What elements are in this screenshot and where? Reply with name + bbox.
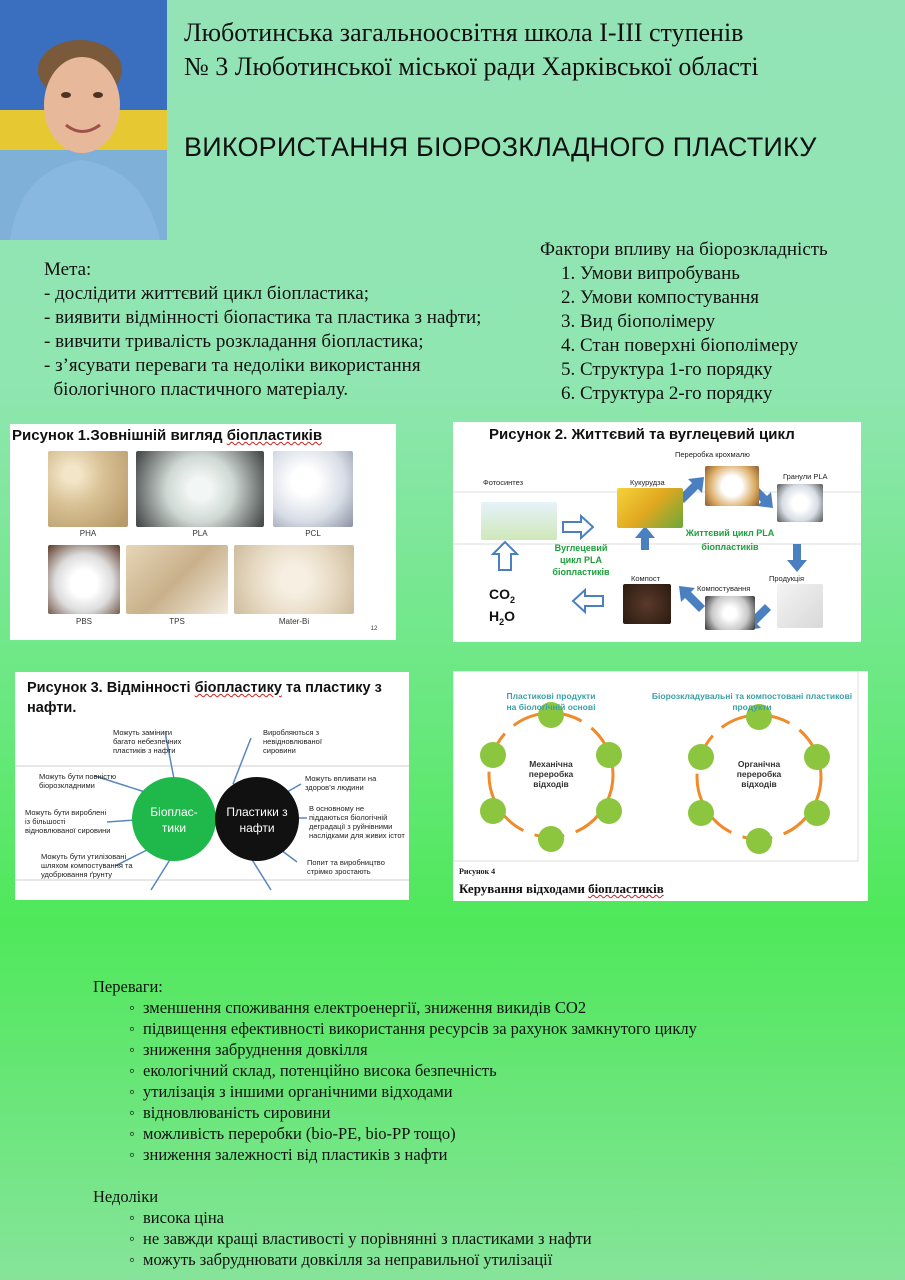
advantage-item: ◦ зниження залежності від пластиків з нафти bbox=[129, 1145, 448, 1164]
advantage-text: зниження забруднення довкілля bbox=[143, 1040, 368, 1059]
school-name bbox=[184, 16, 759, 84]
advantage-item: ◦ екологічний склад, потенційно висока безпечність bbox=[129, 1061, 497, 1080]
figure-3-title-prefix: Рисунок 3. Відмінності bbox=[27, 680, 195, 696]
pbs-image bbox=[48, 545, 120, 614]
product-label: Продукція bbox=[769, 574, 804, 583]
advantage-item: ◦ зменшення споживання електроенергії, зниження викидів CO2 bbox=[129, 998, 587, 1017]
bio-point: Можуть бути вироблені із більшості відновлюваної сировини bbox=[25, 808, 111, 835]
disadvantage-text: висока ціна bbox=[143, 1208, 224, 1227]
carbon-cycle-label: Вуглецевий цикл PLA біопластиків bbox=[552, 543, 610, 577]
figure-3-panel bbox=[15, 672, 409, 900]
advantage-item: ◦ утилізація з іншими органічними відходами bbox=[129, 1082, 453, 1101]
advantages-heading: Переваги: bbox=[93, 977, 163, 996]
disadvantage-item: ◦ можуть забруднювати довкілля за неправильної утилізації bbox=[129, 1250, 553, 1269]
mater-bi-image bbox=[234, 545, 354, 614]
school-line-2: № 3 Люботинської міської ради Харківської області bbox=[184, 52, 759, 81]
h2o-end: O bbox=[504, 607, 516, 624]
advantage-text: екологічний склад, потенційно висока безпечність bbox=[143, 1061, 497, 1080]
pla-label: PLA bbox=[192, 529, 208, 538]
advantage-text: зменшення споживання електроенергії, зниження викидів CO2 bbox=[143, 998, 587, 1017]
disadvantages-heading: Недоліки bbox=[93, 1187, 159, 1206]
starch-label: Переробка крохмалю bbox=[675, 450, 750, 459]
oil-circle-label: Пластики з нафти bbox=[226, 805, 288, 835]
corn-image bbox=[617, 488, 683, 528]
poster-title: ВИКОРИСТАННЯ БІОРОЗКЛАДНОГО ПЛАСТИКУ bbox=[184, 132, 817, 162]
tps-image bbox=[126, 545, 228, 614]
oil-point: Можуть впливати на здоров’я людини bbox=[305, 774, 377, 792]
factor-item: 4. Стан поверхні біополімеру bbox=[580, 334, 828, 358]
figure-3-title-underlined: біопластику bbox=[194, 680, 282, 696]
factor-item: 3. Вид біополімеру bbox=[580, 310, 828, 334]
photosynthesis-label: Фотосинтез bbox=[483, 478, 524, 487]
factor-item: 2. Умови компостування bbox=[580, 286, 828, 310]
oil-point: Попит та виробництво стрімко зростають bbox=[307, 858, 385, 876]
factor-item: 1. Умови випробувань bbox=[580, 262, 828, 286]
compost-image bbox=[623, 584, 671, 624]
figure-1-panel bbox=[10, 424, 396, 640]
h2o-text: H bbox=[489, 607, 500, 624]
composting-label: Компостування bbox=[697, 584, 751, 593]
pcl-image bbox=[273, 451, 353, 527]
corn-label: Кукурудза bbox=[630, 478, 665, 487]
factor-item: 6. Структура 2-го порядку bbox=[580, 382, 828, 406]
left-cycle-center: Механічна переробка відходів bbox=[528, 759, 574, 789]
pla-image bbox=[136, 451, 264, 527]
goal-item: - виявити відмінності біопастика та пластика з нафти; bbox=[44, 307, 482, 328]
left-cycle-heading: Пластикові продукти на біологічній основі bbox=[506, 691, 596, 712]
advantage-item: ◦ зниження забруднення довкілля bbox=[129, 1040, 368, 1059]
granules-label: Гранули PLA bbox=[783, 472, 828, 481]
author-photo bbox=[0, 0, 167, 240]
pcl-label: PCL bbox=[305, 529, 321, 538]
bio-point: Можуть бути утилізовані шляхом компостування та удобрювання ґрунту bbox=[41, 852, 133, 879]
co2-h2o bbox=[489, 586, 515, 630]
goal-item: - вивчити тривалість розкладання біопластика; bbox=[44, 331, 424, 352]
advantages-block bbox=[93, 976, 697, 1165]
granules-image bbox=[777, 484, 823, 522]
factors-heading: Фактори впливу на біорозкладність bbox=[540, 239, 828, 260]
disadvantages-block bbox=[93, 1186, 592, 1270]
oil-point: В основному не піддаються біологічній деградації з руйнівними наслідками для живих істот bbox=[309, 804, 405, 840]
life-cycle-label: Життєвий цикл PLA біопластиків bbox=[685, 528, 775, 552]
factors-block bbox=[540, 238, 828, 406]
tps-label: TPS bbox=[169, 617, 185, 626]
bio-point: Можуть бути повністю біорозкладними bbox=[39, 772, 117, 790]
starch-image bbox=[705, 466, 759, 506]
photosynthesis-image bbox=[481, 502, 557, 540]
h2o-sub: 2 bbox=[499, 616, 505, 627]
mater-bi-label: Mater-Bi bbox=[278, 617, 310, 626]
figure-3-title-suffix: та пластику з bbox=[281, 680, 382, 696]
goal-heading: Мета: bbox=[44, 259, 92, 280]
pbs-label: PBS bbox=[75, 617, 92, 626]
pha-label: PHA bbox=[79, 529, 97, 538]
pha-image bbox=[48, 451, 128, 527]
advantage-item: ◦ відновлюваність сировини bbox=[129, 1103, 331, 1122]
right-cycle-heading: Біорозкладувальні та компостовані пластикові продукти bbox=[651, 691, 853, 712]
advantage-text: зниження залежності від пластиків з нафти bbox=[143, 1145, 448, 1164]
figure-1-title bbox=[12, 427, 322, 444]
product-image bbox=[777, 584, 823, 628]
co2-sub: 2 bbox=[510, 594, 516, 605]
factors-list bbox=[540, 262, 828, 406]
figure-1-title-prefix: Рисунок 1.Зовнішній вигляд bbox=[12, 427, 227, 444]
factor-item: 5. Структура 1-го порядку bbox=[580, 358, 828, 382]
figure-1-title-underlined: біопластиків bbox=[226, 427, 323, 444]
compost-label: Компост bbox=[631, 574, 661, 583]
disadvantage-item: ◦ не завжди кращі властивості у порівнянні з пластиками з нафти bbox=[129, 1229, 592, 1248]
figure-4-panel bbox=[453, 671, 868, 901]
advantage-text: відновлюваність сировини bbox=[143, 1103, 331, 1122]
advantage-text: підвищення ефективності використання ресурсів за рахунок замкнутого циклу bbox=[143, 1019, 697, 1038]
bio-circle-label: Біоплас-тики bbox=[150, 805, 198, 835]
disadvantage-text: не завжди кращі властивості у порівнянні з пластиками з нафти bbox=[143, 1229, 592, 1248]
goal-item: - дослідити життєвий цикл біопластика; bbox=[44, 283, 369, 304]
page-number: 12 bbox=[370, 626, 378, 632]
figure-4-caption bbox=[459, 881, 664, 897]
right-cycle-center: Органічна переробка відходів bbox=[736, 759, 782, 789]
co2-text: CO bbox=[489, 586, 510, 602]
disadvantage-text: можуть забруднювати довкілля за неправильної утилізації bbox=[143, 1250, 553, 1269]
figure-3-title-line2: нафти. bbox=[27, 700, 77, 716]
figure-2-panel bbox=[453, 422, 861, 642]
school-line-1: Люботинська загальноосвітня школа І-ІІІ ступенів bbox=[184, 18, 744, 47]
figure-4-caption-small: Рисунок 4 bbox=[459, 867, 496, 876]
advantage-item: ◦ можливість переробки (bio-PE, bio-PP тощо) bbox=[129, 1124, 456, 1143]
goal-item: біологічного пластичного матеріалу. bbox=[44, 379, 349, 400]
figure-4-caption-underlined: біопластиків bbox=[588, 881, 664, 896]
goal-block bbox=[44, 258, 481, 402]
oil-point: Виробляються з невідновлюваної сировини bbox=[263, 728, 322, 755]
figure-4-caption-prefix: Керування відходами bbox=[459, 881, 589, 896]
bio-point: Можуть замінити багато небезпечних пластиків з нафти bbox=[113, 728, 182, 755]
goal-item: - з’ясувати переваги та недоліки використання bbox=[44, 355, 421, 376]
advantage-item: ◦ підвищення ефективності використання ресурсів за рахунок замкнутого циклу bbox=[129, 1019, 697, 1038]
figure-2-title: Рисунок 2. Життєвий та вуглецевий цикл bbox=[489, 426, 795, 443]
disadvantage-item: ◦ висока ціна bbox=[129, 1208, 224, 1227]
advantage-text: утилізація з іншими органічними відходами bbox=[143, 1082, 453, 1101]
advantage-text: можливість переробки (bio-PE, bio-PP тощо) bbox=[143, 1124, 456, 1143]
composting-image bbox=[705, 596, 755, 630]
